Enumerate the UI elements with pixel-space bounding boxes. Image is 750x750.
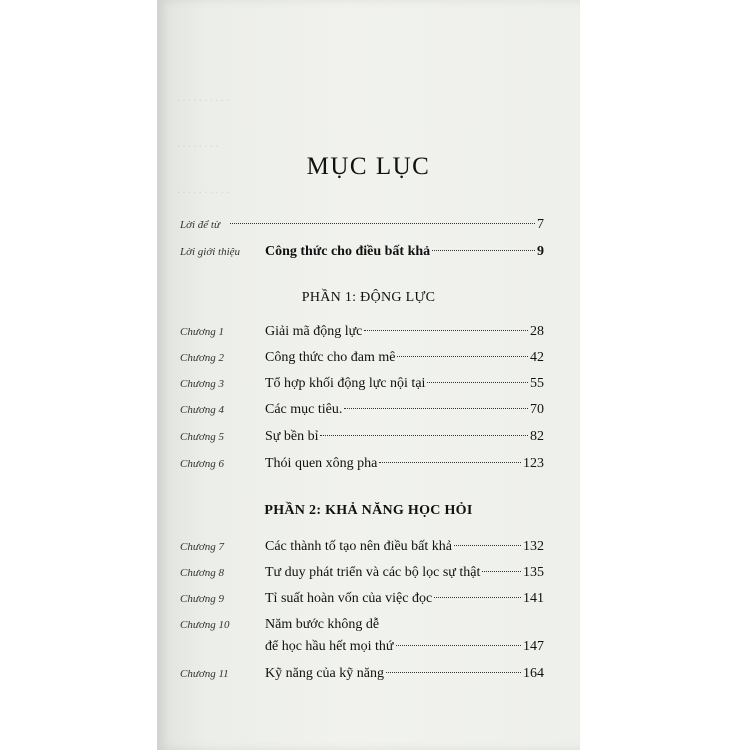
bleed-through-text: . . . . . . . . xyxy=(177,138,219,150)
entry-line xyxy=(265,400,544,420)
dot-leader xyxy=(386,672,521,673)
chapter-label: Chương 10 xyxy=(180,619,230,631)
bleed-through-text: . . . . . . . . . . xyxy=(177,92,230,104)
part-2-heading: PHẦN 2: KHẢ NĂNG HỌC HỎI xyxy=(264,503,473,518)
chapter-title: Các thành tố tạo nên điều bất khả xyxy=(265,539,452,554)
entry-line xyxy=(265,454,544,474)
toc-entry-chapter-4[interactable] xyxy=(180,400,544,420)
chapter-label: Chương 2 xyxy=(180,352,224,364)
chapter-title: Công thức cho đam mê xyxy=(265,350,396,365)
page-number: 9 xyxy=(537,244,544,259)
chapter-label: Chương 1 xyxy=(180,326,224,338)
page-number: 70 xyxy=(530,402,544,417)
toc-entry-chapter-1[interactable] xyxy=(180,322,544,342)
chapter-label: Chương 5 xyxy=(180,431,224,443)
entry-line xyxy=(265,563,544,583)
dot-leader xyxy=(427,382,528,383)
page-number: 164 xyxy=(523,666,544,681)
page-number: 147 xyxy=(523,639,544,654)
dot-leader xyxy=(364,330,528,331)
book-page xyxy=(157,0,580,750)
entry-line xyxy=(265,589,544,609)
toc-entry-chapter-2[interactable] xyxy=(180,348,544,368)
part-1-heading: PHẦN 1: ĐỘNG LỰC xyxy=(301,290,436,305)
toc-entry-introduction[interactable] xyxy=(180,242,544,262)
chapter-title-line-1: Năm bước không dễ xyxy=(265,617,380,632)
entry-line xyxy=(265,664,544,684)
entry-line xyxy=(265,348,544,368)
chapter-title: Giải mã động lực xyxy=(265,324,363,339)
entry-line xyxy=(265,637,544,657)
toc-entry-chapter-9[interactable] xyxy=(180,589,544,609)
chapter-title: Các mục tiêu. xyxy=(265,402,343,417)
entry-line xyxy=(228,215,544,235)
page-number: 141 xyxy=(523,591,544,606)
entry-label: Lời để từ xyxy=(180,219,220,231)
chapter-label: Chương 9 xyxy=(180,593,224,605)
page-number: 42 xyxy=(530,350,544,365)
chapter-label: Chương 3 xyxy=(180,378,224,390)
dot-leader xyxy=(454,545,521,546)
entry-line xyxy=(265,427,544,447)
chapter-label: Chương 6 xyxy=(180,458,224,470)
chapter-title: Kỹ năng của kỹ năng xyxy=(265,666,384,681)
chapter-title: Tổ hợp khối động lực nội tại xyxy=(265,376,426,391)
entry-line xyxy=(265,242,544,262)
page-number: 55 xyxy=(530,376,544,391)
chapter-title: Tỉ suất hoàn vốn của việc đọc xyxy=(265,591,433,606)
toc-entry-chapter-10-cont[interactable] xyxy=(180,637,544,657)
toc-entry-chapter-8[interactable] xyxy=(180,563,544,583)
chapter-label: Chương 11 xyxy=(180,668,229,680)
chapter-label: Chương 8 xyxy=(180,567,224,579)
toc-entry-chapter-10[interactable] xyxy=(180,615,544,635)
toc-entry-chapter-5[interactable] xyxy=(180,427,544,447)
page-number: 132 xyxy=(523,539,544,554)
entry-line xyxy=(265,537,544,557)
toc-entry-foreword[interactable] xyxy=(180,215,544,235)
toc-entry-chapter-6[interactable] xyxy=(180,454,544,474)
chapter-label: Chương 4 xyxy=(180,404,224,416)
toc-entry-chapter-3[interactable] xyxy=(180,374,544,394)
dot-leader xyxy=(344,408,528,409)
entry-title: Công thức cho điều bất khả xyxy=(265,244,431,259)
dot-leader xyxy=(379,462,521,463)
dot-leader xyxy=(320,435,528,436)
chapter-title: Tư duy phát triển và các bộ lọc sự thật xyxy=(265,565,481,580)
dot-leader xyxy=(482,571,521,572)
chapter-label: Chương 7 xyxy=(180,541,224,553)
toc-title: MỤC LỤC xyxy=(306,153,431,180)
dot-leader xyxy=(397,356,528,357)
page-number: 7 xyxy=(537,217,544,232)
page-number: 82 xyxy=(530,429,544,444)
entry-line xyxy=(265,374,544,394)
dot-leader xyxy=(434,597,521,598)
page-number: 123 xyxy=(523,456,544,471)
chapter-title-line-2: để học hầu hết mọi thứ xyxy=(265,639,394,654)
bleed-through-text: . . . . . . . . . . xyxy=(177,184,230,196)
page-number: 28 xyxy=(530,324,544,339)
entry-label: Lời giới thiệu xyxy=(180,246,241,258)
entry-line xyxy=(265,322,544,342)
dot-leader xyxy=(432,250,535,251)
toc-entry-chapter-7[interactable] xyxy=(180,537,544,557)
dot-leader xyxy=(230,223,535,224)
chapter-title: Thói quen xông pha xyxy=(265,456,378,471)
chapter-title: Sự bền bỉ xyxy=(265,429,319,444)
toc-entry-chapter-11[interactable] xyxy=(180,664,544,684)
page-number: 135 xyxy=(523,565,544,580)
dot-leader xyxy=(396,645,521,646)
